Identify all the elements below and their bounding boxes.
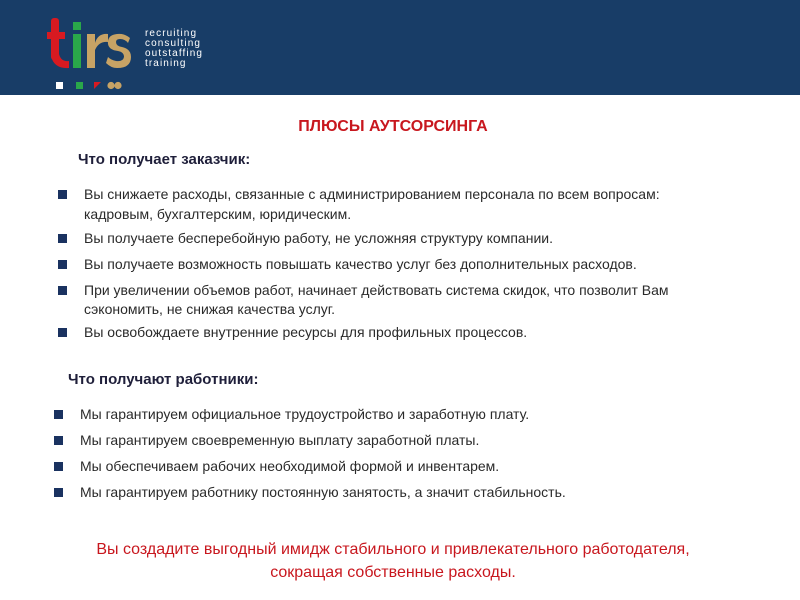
tagline-line: consulting: [145, 38, 202, 49]
list-item-text-line: При увеличении объемов работ, начинает действовать система скидок, что позволит Вам: [84, 282, 669, 298]
bullet-square-icon: [54, 410, 63, 419]
client-section-heading: Что получает заказчик:: [78, 151, 251, 168]
list-item-text-line: Мы гарантируем своевременную выплату заработной платы.: [80, 432, 480, 448]
page-title: ПЛЮСЫ АУТСОРСИНГА: [298, 118, 488, 135]
list-item-text-line: Мы гарантируем официальное трудоустройство и заработную плату.: [80, 406, 530, 422]
bullet-square-icon: [58, 234, 67, 243]
bullet-square-icon: [58, 286, 67, 295]
tagline-line: outstaffing: [145, 48, 204, 59]
bullet-square-icon: [58, 328, 67, 337]
list-item-text-line: сэкономить, не снижая качества услуг.: [84, 301, 336, 317]
bullet-square-icon: [54, 436, 63, 445]
tagline-line: recruiting: [145, 28, 198, 39]
list-item-text-line: Вы получаете бесперебойную работу, не усложняя структуру компании.: [84, 230, 553, 246]
conclusion-line: Вы создадите выгодный имидж стабильного и привлекательного работодателя,: [96, 541, 690, 558]
conclusion-line: сокращая собственные расходы.: [270, 564, 516, 581]
tirs-logo: [44, 14, 136, 94]
list-item-text-line: Вы получаете возможность повышать качество услуг без дополнительных расходов.: [84, 256, 637, 272]
logo-tagline: [145, 29, 203, 69]
bullet-square-icon: [58, 260, 67, 269]
bullet-square-icon: [58, 190, 67, 199]
tagline-line: training: [145, 58, 187, 69]
list-item-text-line: Вы освобождаете внутренние ресурсы для профильных процессов.: [84, 324, 528, 340]
bullet-square-icon: [54, 488, 63, 497]
bullet-square-icon: [54, 462, 63, 471]
conclusion-text: [0, 538, 786, 584]
header-banner: [0, 0, 800, 95]
list-item-text-line: Вы снижаете расходы, связанные с администрированием персонала по всем вопросам:: [84, 186, 660, 202]
list-item-text-line: кадровым, бухгалтерским, юридическим.: [84, 206, 352, 222]
list-item-text-line: Мы обеспечиваем рабочих необходимой формой и инвентарем.: [80, 458, 500, 474]
workers-section-heading: Что получают работники:: [68, 371, 259, 388]
list-item-text-line: Мы гарантируем работнику постоянную занятость, а значит стабильность.: [80, 484, 566, 500]
